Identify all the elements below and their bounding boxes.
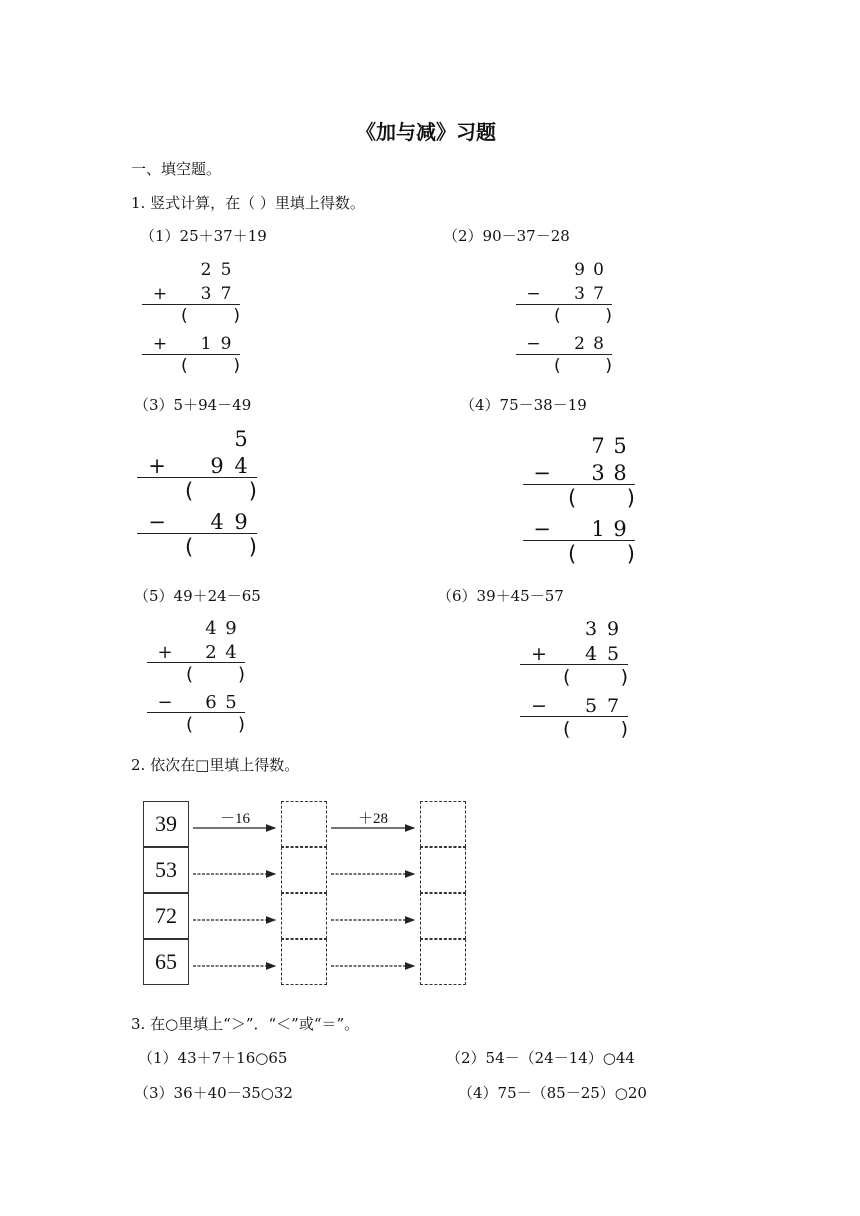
close-paren: ) [620,718,628,740]
first-number [516,258,612,282]
open-paren: ( [568,486,577,510]
answer-blank-2 [186,714,245,735]
start-number-cell: 72 [143,893,189,939]
digit: 9 [220,334,232,354]
first-number [520,616,628,641]
open-paren: ( [563,666,571,688]
operator-sign: − [157,691,173,713]
section-heading: 一、填空题。 [131,160,222,178]
open-paren: ( [186,664,194,685]
vertical-calc-1 [142,258,240,388]
sum-line-2 [137,533,257,534]
open-paren: ( [181,356,188,376]
answer-blank-1 [186,664,245,685]
operator-sign: − [526,334,541,354]
digit: 7 [593,284,604,304]
digit: 8 [613,460,627,485]
second-number [147,640,245,664]
close-paren: ) [620,666,628,688]
digit: 5 [584,694,598,717]
answer-blank-2 [568,542,635,566]
answer-box-middle [281,847,327,893]
q1-item-4-label: （4）75－38－19 [460,396,587,414]
close-paren: ) [248,479,257,503]
operator-sign: − [148,509,166,534]
q3-item-4: （4）75－（85－25）○20 [458,1084,647,1102]
operator-sign: − [533,460,551,485]
digit: 2 [200,260,212,280]
answer-blank-2 [181,356,240,376]
third-number [520,693,628,718]
digit: 9 [606,617,620,640]
vertical-calc-4 [523,432,635,577]
close-paren: ) [233,356,240,376]
sum-line-1 [520,664,628,665]
second-number [516,282,612,306]
vertical-calc-2 [516,258,612,388]
start-number-cell: 53 [143,847,189,893]
digit: 3 [574,284,585,304]
question-2-prompt: 2. 依次在□里填上得数。 [131,756,300,774]
operation-label-2: ＋28 [358,811,389,827]
digit: 4 [234,453,248,478]
digit: 8 [593,334,604,354]
close-paren: ) [605,306,612,326]
open-paren: ( [554,356,561,376]
digit: 3 [584,617,598,640]
first-number [147,616,245,640]
third-number [523,515,635,542]
third-number [516,332,612,356]
operator-sign: + [148,453,166,478]
start-number-cell: 39 [143,801,189,847]
open-paren: ( [186,714,194,735]
sum-line-1 [523,484,635,485]
digit: 5 [225,691,237,713]
digit: 5 [606,642,620,665]
close-paren: ) [626,486,635,510]
digit: 5 [613,433,627,458]
q1-item-1-label: （1）25＋37＋19 [140,227,267,245]
digit: 0 [593,260,604,280]
digit: 2 [574,334,585,354]
digit: 3 [200,284,212,304]
open-paren: ( [185,479,194,503]
second-number [523,459,635,486]
q3-item-1: （1）43＋7＋16○65 [138,1049,288,1067]
sum-line-1 [516,304,612,305]
sum-line-2 [142,354,240,355]
digit: 7 [220,284,232,304]
close-paren: ) [626,542,635,566]
third-number [137,508,257,535]
answer-box-right [420,893,466,939]
answer-blank-1 [568,486,635,510]
digit: 1 [591,516,605,541]
answer-blank-1 [554,306,612,326]
digit: 4 [205,617,217,639]
first-number [137,425,257,452]
digit: 6 [205,691,217,713]
operator-sign: − [533,516,551,541]
answer-box-middle [281,801,327,847]
first-number [142,258,240,282]
digit: 9 [210,453,224,478]
digit: 4 [225,641,237,663]
digit: 1 [200,334,212,354]
digit: 7 [606,694,620,717]
sum-line-2 [520,716,628,717]
digit: 9 [234,509,248,534]
answer-box-right [420,939,466,985]
second-number [137,452,257,479]
sum-line-1 [142,304,240,305]
close-paren: ) [248,535,257,559]
digit: 9 [574,260,585,280]
sum-line-1 [147,662,245,663]
answer-box-middle [281,939,327,985]
answer-blank-1 [185,479,257,503]
open-paren: ( [568,542,577,566]
first-number [523,432,635,459]
answer-box-middle [281,893,327,939]
second-number [520,641,628,666]
close-paren: ) [237,714,245,735]
answer-blank-1 [181,306,240,326]
q1-item-5-label: （5）49＋24－65 [134,587,261,605]
second-number [142,282,240,306]
operator-sign: + [531,642,547,665]
sum-line-1 [137,477,257,478]
operator-sign: + [157,641,173,663]
operation-label-1: －16 [220,811,251,827]
open-paren: ( [185,535,194,559]
operator-sign: − [526,284,541,304]
answer-box-right [420,801,466,847]
q1-item-3-label: （3）5＋94－49 [134,396,252,414]
vertical-calc-3 [137,425,257,570]
open-paren: ( [563,718,571,740]
digit: 9 [613,516,627,541]
q1-item-2-label: （2）90－37－28 [443,227,570,245]
digit: 7 [591,433,605,458]
sum-line-2 [516,354,612,355]
third-number [147,690,245,714]
digit: 3 [591,460,605,485]
digit: 4 [584,642,598,665]
operator-sign: + [152,334,168,354]
sum-line-2 [147,712,245,713]
answer-blank-2 [554,356,612,376]
close-paren: ) [233,306,240,326]
vertical-calc-5 [147,616,245,746]
operator-sign: + [152,284,168,304]
vertical-calc-6 [520,616,628,751]
digit: 9 [225,617,237,639]
digit: 5 [234,426,248,451]
digit: 2 [205,641,217,663]
answer-blank-2 [563,718,628,740]
q3-item-2: （2）54－（24－14）○44 [446,1049,635,1067]
answer-blank-2 [185,535,257,559]
answer-box-right [420,847,466,893]
q3-item-3: （3）36＋40－35○32 [134,1084,293,1102]
answer-blank-1 [563,666,628,688]
question-1-prompt: 1. 竖式计算，在（ ）里填上得数。 [131,194,365,212]
sum-line-2 [523,540,635,541]
close-paren: ) [605,356,612,376]
third-number [142,332,240,356]
close-paren: ) [237,664,245,685]
question-3-prompt: 3. 在○里填上“＞”．“＜”或“＝”。 [131,1015,360,1033]
start-number-cell: 65 [143,939,189,985]
digit: 5 [220,260,232,280]
open-paren: ( [554,306,561,326]
operator-sign: − [531,694,547,717]
digit: 4 [210,509,224,534]
q1-item-6-label: （6）39＋45－57 [437,587,564,605]
page-title: 《加与减》习题 [356,120,496,144]
open-paren: ( [181,306,188,326]
